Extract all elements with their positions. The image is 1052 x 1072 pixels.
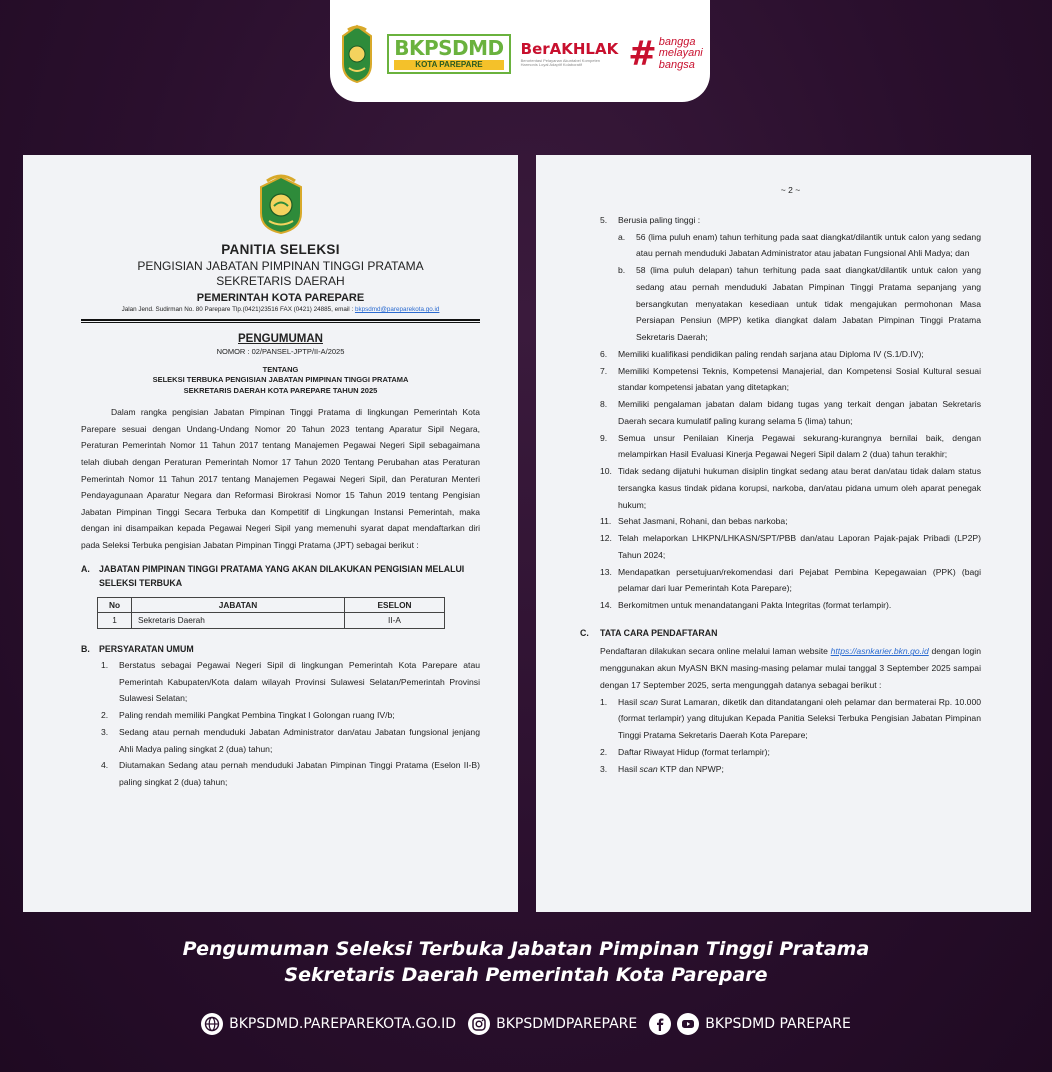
list-item-text: Memiliki pengalaman jabatan dalam bidang tugas yang terkait dengan jabatan Sekretaris Daerah secara kumulatif paling kurang selama 5 (lima) tahun; bbox=[618, 399, 981, 426]
list-item-number: 1. bbox=[101, 659, 109, 670]
announcement-caption bbox=[0, 936, 1052, 988]
table-header-eselon: ESELON bbox=[345, 597, 445, 613]
doc1-scan: scan bbox=[639, 696, 658, 707]
list-item bbox=[600, 694, 981, 744]
logo-bar bbox=[330, 0, 710, 102]
list-item-number: 9. bbox=[600, 432, 608, 443]
list-item bbox=[101, 657, 480, 707]
subject-line-1: SELEKSI TERBUKA PENGISIAN JABATAN PIMPINAN TINGGI PRATAMA bbox=[152, 375, 409, 385]
footer-instagram[interactable] bbox=[468, 1013, 637, 1035]
doc3-text-a: Hasil bbox=[618, 763, 640, 774]
sublist-item bbox=[618, 229, 981, 263]
footer-website[interactable] bbox=[201, 1013, 456, 1035]
list-item-number: 8. bbox=[600, 399, 608, 410]
table-cell-no: 1 bbox=[98, 613, 132, 629]
section-b-heading bbox=[81, 643, 480, 657]
list-item-number: 1. bbox=[600, 696, 608, 707]
berakhlak-name: BerAKHLAK bbox=[520, 39, 619, 58]
list-item bbox=[101, 707, 480, 724]
registration-url-link[interactable]: https://asnkarier.bkn.go.id bbox=[830, 646, 929, 657]
list-item bbox=[600, 346, 981, 363]
list-item bbox=[600, 597, 981, 614]
list-item-text: Sehat Jasmani, Rohani, dan bebas narkoba; bbox=[618, 516, 788, 527]
position-table bbox=[97, 597, 445, 630]
table-cell-jabatan: Sekretaris Daerah bbox=[132, 613, 345, 629]
letterhead-government: PEMERINTAH KOTA PAREPARE bbox=[196, 291, 365, 304]
list-item bbox=[600, 463, 981, 513]
sublist-item-letter: b. bbox=[618, 265, 626, 276]
registration-paragraph bbox=[600, 643, 981, 693]
section-c-title: TATA CARA PENDAFTARAN bbox=[600, 627, 718, 638]
instagram-icon bbox=[468, 1013, 490, 1035]
list-item-text: Sedang atau pernah menduduki Jabatan Administrator dan/atau Jabatan fungsional jenjang Ahli Madya paling singkat 2 (dua) tahun; bbox=[119, 726, 480, 754]
list-item-number: 5. bbox=[600, 214, 608, 225]
list-item-number: 10. bbox=[600, 466, 612, 477]
list-item bbox=[600, 744, 981, 761]
table-row bbox=[98, 613, 445, 629]
document-page-1 bbox=[23, 155, 518, 912]
list-item-text: Daftar Riwayat Hidup (format terlampir); bbox=[618, 746, 770, 757]
bkpsdmd-logo bbox=[387, 34, 510, 74]
documents-list bbox=[600, 694, 981, 778]
sublist-item-text: 56 (lima puluh enam) tahun terhitung pada saat diangkat/dilantik untuk calon yang sedang atau pernah menduduki Jabatan Administrator atau jabatan Fungsional Ahli Madya; dan bbox=[636, 231, 981, 259]
list-item bbox=[600, 513, 981, 530]
registration-text-1: Pendaftaran dilakukan secara online melalui laman website bbox=[600, 646, 831, 657]
caption-line-1: Pengumuman Seleksi Terbuka Jabatan Pimpinan Tinggi Pratama bbox=[182, 938, 870, 960]
section-a-label: A. bbox=[81, 564, 90, 575]
hashtag-icon: # bbox=[628, 33, 657, 74]
bangga-line-2: melayani bbox=[658, 47, 703, 60]
list-item-text: Telah melaporkan LHKPN/LHKASN/SPT/PBB dan/atau Laporan Pajak-pajak Pribadi (LP2P) Tahun 2024; bbox=[618, 533, 981, 560]
sublist-item-text: 58 (lima puluh delapan) tahun terhitung pada saat diangkat/dilantik untuk calon yang sedang atau pernah menduduki Jabatan Pimpinan Tinggi Pratama sepanjang yang bersangkutan menyatakan kesediaan untuk tidak mengajukan permohonan Masa Persiapan Pensiun (MPP) ketika diangkat dalam Jabatan Pimpinan Tinggi Pratama Sekretaris Daerah; bbox=[636, 265, 981, 343]
letterhead-address bbox=[81, 306, 480, 314]
section-a-heading bbox=[81, 563, 480, 590]
section-c-heading bbox=[580, 626, 981, 641]
list-item-number: 14. bbox=[600, 600, 612, 611]
table-header-no: No bbox=[98, 597, 132, 613]
list-item-number: 3. bbox=[600, 763, 608, 774]
instagram-label: BKPSDMDPAREPARE bbox=[496, 1016, 638, 1032]
list-item bbox=[101, 724, 480, 758]
list-item-text: Paling rendah memiliki Pangkat Pembina Tingkat I Golongan ruang IV/b; bbox=[119, 710, 395, 721]
letterhead-divider bbox=[81, 319, 480, 323]
list-item-number: 2. bbox=[101, 710, 109, 721]
list-item-text: Diutamakan Sedang atau pernah menduduki Jabatan Pimpinan Tinggi Pratama (Eselon II-B) paling singkat 2 (dua) tahun; bbox=[119, 760, 480, 788]
list-item-number: 2. bbox=[600, 746, 608, 757]
list-item-text: Memiliki kualifikasi pendidikan paling rendah sarjana atau Diploma IV (S.1/D.IV); bbox=[618, 348, 924, 359]
list-item-text: Berstatus sebagai Pegawai Negeri Sipil di lingkungan Pemerintah Kota Parepare atau Pemerintah Kabupaten/Kota dalam wilayah Provinsi Sulawesi Selatan/Pemerintah Provinsi Sulawesi Selatan; bbox=[119, 659, 480, 704]
subject-line-2: SEKRETARIS DAERAH KOTA PAREPARE TAHUN 2025 bbox=[183, 385, 378, 395]
list-item-text: Berusia paling tinggi : bbox=[618, 214, 701, 225]
letterhead bbox=[81, 241, 480, 314]
list-item-text: Mendapatkan persetujuan/rekomendasi dari Pejabat Pembina Kepegawaian (PPK) (bagi pelamar dari luar Pemerintah Kota Parepare); bbox=[618, 566, 981, 594]
list-item bbox=[600, 363, 981, 397]
bangga-melayani-logo bbox=[628, 33, 703, 74]
berakhlak-tagline: Berorientasi Pelayanan Akuntabel Kompeten Harmonis Loyal Adaptif Kolaboratif bbox=[520, 57, 601, 67]
letterhead-title: PANITIA SELEKSI bbox=[221, 242, 340, 257]
registration-text-2: dengan login menggunakan akun MyASN BKN masing-masing pelamar mulai tanggal 3 September 2025 sampai dengan 17 September 2025, serta mengunggah datanya sebagai berikut : bbox=[600, 646, 981, 690]
list-item bbox=[600, 396, 981, 430]
address-text: Jalan Jend. Sudirman No. 80 Parepare Tlp.(0421)23516 FAX (0421) 24885, email : bbox=[121, 306, 355, 314]
table-cell-eselon: II-A bbox=[345, 613, 445, 629]
about-label: TENTANG bbox=[262, 364, 299, 374]
bangga-line-1: bangga bbox=[658, 35, 696, 48]
globe-icon bbox=[201, 1013, 223, 1035]
youtube-icon bbox=[677, 1013, 699, 1035]
list-item bbox=[600, 530, 981, 564]
footer-social-bar bbox=[0, 1010, 1052, 1038]
parepare-crest-icon bbox=[337, 24, 377, 84]
section-b-label: B. bbox=[81, 644, 90, 655]
sublist-item bbox=[618, 262, 981, 346]
facebook-icon bbox=[649, 1013, 671, 1035]
list-item-number: 3. bbox=[101, 726, 109, 737]
intro-paragraph: Dalam rangka pengisian Jabatan Pimpinan Tinggi Pratama di lingkungan Pemerintah Kota Parepare sesuai dengan Undang-Undang Nomor 20 Tahun 2023 tentang Aparatur Sipil Negara, Peraturan Pemerintah Nomor 11 Tahun 2017 tentang Manajemen Pegawai Negeri Sipil sebagaimana telah diubah dengan Peraturan Pemerintah Nomor 17 Tahun 2020 Tentang Perubahan atas Peraturan Pemerintah Nomor 11 Tahun 2017 tentang Manajemen Pegawai Negeri Sipil, dan Peraturan Menteri Pendayagunaan Aparatur Negara dan Reformasi Birokrasi Nomor 15 Tahun 2019 tentang Pengisian Jabatan Pimpinan Tinggi Secara Terbuka dan Kompetitif di Lingkungan Instansi Pemerintah, maka dengan ini disampaikan kepada Pegawai Negeri Sipil yang memenuhi syarat dapat mendaftarkan diri pada Seleksi Terbuka pengisian Jabatan Pimpinan Tinggi Pratama (JPT) sebagai berikut : bbox=[81, 407, 480, 550]
parepare-crest-icon bbox=[253, 173, 309, 235]
list-item-number: 11. bbox=[600, 516, 612, 527]
document-page-2 bbox=[536, 155, 1031, 912]
bangga-line-3: bangsa bbox=[658, 58, 695, 71]
list-item-text: Semua unsur Penilaian Kinerja Pegawai sekurang-kurangnya bernilai baik, dengan melampirkan Hasil Evaluasi Kinerja Pegawai Negeri Sipil dalam 2 (dua) tahun terakhir; bbox=[618, 432, 981, 460]
list-item bbox=[600, 212, 981, 346]
letterhead-subtitle: PENGISIAN JABATAN PIMPINAN TINGGI PRATAMA bbox=[137, 258, 424, 273]
email-link[interactable]: bkpsdmd@pareparekota.go.id bbox=[354, 306, 440, 314]
list-item-text: Tidak sedang dijatuhi hukuman disiplin tingkat sedang atau berat dan/atau tidak dalam status tersangka kasus tindak pidana korupsi, narkoba, dan/atau pidana umum oleh aparat penegak hukum; bbox=[618, 466, 981, 510]
list-item-text: Memiliki Kompetensi Teknis, Kompetensi Manajerial, dan Kompetensi Sosial Kultural sesuai standar kompetensi jabatan yang ditetapkan; bbox=[618, 365, 981, 393]
doc3-scan: scan bbox=[639, 763, 658, 774]
requirements-list bbox=[101, 657, 480, 791]
sublist-item-letter: a. bbox=[618, 231, 626, 242]
list-item-number: 12. bbox=[600, 533, 612, 544]
social-label: BKPSDMD PAREPARE bbox=[705, 1016, 851, 1032]
list-item bbox=[600, 564, 981, 598]
list-item-text bbox=[618, 694, 981, 744]
footer-facebook-youtube[interactable] bbox=[649, 1013, 851, 1035]
bkpsdmd-logo-name: BKPSDMD bbox=[394, 36, 504, 60]
list-item-number: 7. bbox=[600, 365, 608, 376]
requirements-list-continued bbox=[600, 212, 981, 614]
letterhead-unit: SEKRETARIS DAERAH bbox=[216, 274, 345, 289]
list-item-text: Berkomitmen untuk menandatangani Pakta Integritas (format terlampir). bbox=[618, 600, 892, 611]
section-a-title: JABATAN PIMPINAN TINGGI PRATAMA YANG AKAN DILAKUKAN PENGISIAN MELALUI SELEKSI TERBUKA bbox=[99, 564, 465, 588]
announcement-title: PENGUMUMAN bbox=[238, 333, 323, 346]
website-label: BKPSDMD.PAREPAREKOTA.GO.ID bbox=[229, 1016, 457, 1032]
list-item-number: 13. bbox=[600, 566, 612, 577]
section-c-label: C. bbox=[580, 627, 589, 638]
berakhlak-logo bbox=[520, 39, 619, 67]
list-item bbox=[600, 761, 981, 778]
page-number: ~ 2 ~ bbox=[780, 185, 801, 195]
list-item bbox=[101, 757, 480, 791]
table-header-jabatan: JABATAN bbox=[132, 597, 345, 613]
list-item bbox=[600, 430, 981, 464]
doc1-text-b: Surat Lamaran, diketik dan ditandatangani oleh pelamar dan bermaterai Rp. 10.000 (format terlampir) yang ditujukan Kepada Panitia Seleksi Terbuka Pengisian Jabatan Pimpinan Tinggi Pratama Sekretaris Daerah Kota Parepare; bbox=[618, 696, 982, 741]
doc1-text-a: Hasil bbox=[618, 696, 640, 707]
announcement-number: NOMOR : 02/PANSEL-JPTP/II-A/2025 bbox=[216, 347, 345, 356]
doc3-text-b: KTP dan NPWP; bbox=[657, 763, 724, 774]
section-b-title: PERSYARATAN UMUM bbox=[99, 644, 194, 655]
table-header-row bbox=[98, 597, 445, 613]
list-item-text bbox=[618, 761, 981, 778]
list-item-number: 4. bbox=[101, 760, 109, 771]
list-item-number: 6. bbox=[600, 348, 608, 359]
bkpsdmd-logo-sub: KOTA PAREPARE bbox=[394, 60, 503, 70]
age-sublist bbox=[618, 229, 981, 346]
caption-line-2: Sekretaris Daerah Pemerintah Kota Parepare bbox=[284, 964, 768, 986]
